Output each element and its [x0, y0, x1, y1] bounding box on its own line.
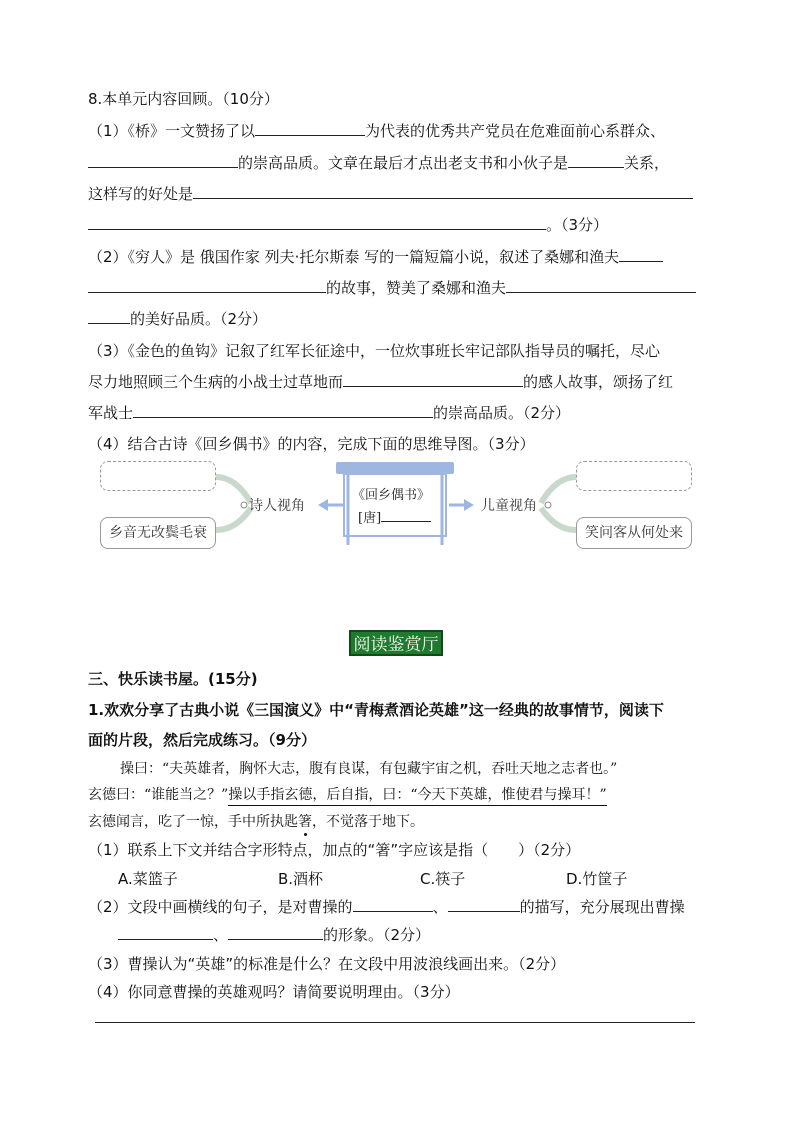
poem-dynasty — [358, 507, 431, 526]
q8-p2-text-c: 的美好品质。（2分） — [130, 310, 268, 328]
sub-question-2-line1 — [88, 896, 685, 917]
answer-blank[interactable] — [88, 277, 326, 293]
answer-blank[interactable] — [118, 924, 213, 940]
q8-p1-text-e: 这样写的好处是 — [88, 185, 194, 203]
poet-perspective-label: 诗人视角 — [249, 498, 305, 514]
q8-p1-text-d: 关系， — [624, 154, 670, 172]
q1-intro-line2: 面的片段，然后完成练习。（9分） — [88, 731, 316, 749]
answer-blank[interactable] — [88, 152, 238, 168]
answer-blank[interactable] — [133, 402, 433, 418]
q8-p3-text-d: 军战士 — [88, 404, 134, 422]
sub-question-4: （4）你同意曹操的英雄观吗？请简要说明理由。（3分） — [88, 983, 460, 1001]
left-top-answer-box[interactable] — [100, 461, 216, 491]
answer-blank[interactable] — [353, 896, 433, 912]
left-bottom-verse: 乡音无改鬓毛衰 — [109, 525, 207, 541]
answer-blank[interactable] — [228, 924, 323, 940]
q8-p1-text-b: 为代表的优秀共产党员在危难面前心系群众、 — [365, 122, 666, 140]
q8-p1-text-c: 的崇高品质。文章在最后才点出老支书和小伙子是 — [238, 154, 569, 172]
passage-line2 — [88, 784, 607, 804]
q8-p2-line3 — [88, 308, 267, 329]
q8-p2-text-a: （2）《穷人》是 俄国作家 列夫·托尔斯泰 写的一篇短篇小说，叙述了桑娜和渔夫 — [88, 248, 620, 266]
q8-p2-text-b: 的故事，赞美了桑娜和渔夫 — [326, 279, 507, 297]
q8-p3-line1: （3）《金色的鱼钩》记叙了红军长征途中，一位炊事班长牢记部队指导员的嘱托，尽心 — [88, 342, 661, 360]
sub-question-3: （3）曹操认为“英雄”的标准是什么？在文段中用波浪线画出来。（2分） — [88, 955, 566, 973]
author-blank[interactable] — [381, 509, 431, 522]
sq2-text-b: 、 — [432, 898, 448, 916]
answer-blank[interactable] — [568, 152, 624, 168]
q8-p1-line2 — [88, 152, 669, 173]
passage-line3 — [88, 811, 424, 831]
answer-blank[interactable] — [88, 214, 546, 230]
sub-question-2-line2 — [88, 924, 430, 945]
answer-blank[interactable] — [448, 896, 520, 912]
q8-title: 8.本单元内容回顾。（10分） — [88, 90, 279, 108]
child-perspective-label: 儿童视角 — [481, 498, 537, 514]
option-d[interactable]: D.竹筐子 — [566, 870, 628, 888]
reading-section-banner: 阅读鉴赏厅 — [349, 630, 443, 656]
answer-blank[interactable] — [255, 120, 365, 136]
answer-blank[interactable] — [343, 371, 523, 387]
right-bottom-verse: 笑问客从何处来 — [585, 525, 683, 541]
q1-intro-line1: 1.欢欢分享了古典小说《三国演义》中“青梅煮酒论英雄”这一经典的故事情节，阅读下 — [88, 701, 664, 719]
q8-p3-text-c: 的感人故事，颂扬了红 — [523, 373, 674, 391]
underlined-sentence: 操以手指玄德，后自指，曰：“今天下英雄，惟使君与操耳！” — [228, 787, 606, 806]
q8-p1-line1 — [88, 120, 665, 141]
mind-map — [96, 455, 696, 555]
poem-dynasty-text: [唐] — [358, 511, 382, 526]
q8-p3-line3 — [88, 402, 570, 423]
answer-blank[interactable] — [193, 183, 693, 199]
q8-p1-text-f: 。（3分） — [546, 216, 609, 234]
sq2-text-a: （2）文段中画横线的句子，是对曹操的 — [88, 898, 353, 916]
answer-line[interactable] — [95, 1022, 695, 1023]
q8-p3-text-e: 的崇高品质。（2分） — [433, 404, 571, 422]
passage-text: 玄德闻言，吃了一惊，手中所执匙 — [88, 814, 298, 830]
q8-p3-text-b: 尽力地照顾三个生病的小战士过草地而 — [88, 373, 344, 391]
dotted-character: 箸 — [298, 814, 312, 830]
passage-line1: 操曰：“夫英雄者，胸怀大志，腹有良谋，有包藏宇宙之机，吞吐天地之志者也。” — [120, 761, 618, 777]
passage-dialogue: 玄德曰：“谁能当之？” — [88, 787, 229, 803]
q8-p4: （4）结合古诗《回乡偶书》的内容，完成下面的思维导图。（3分） — [88, 435, 535, 453]
right-bottom-box — [576, 517, 692, 549]
option-c[interactable]: C.筷子 — [420, 870, 466, 888]
q8-p3-line2 — [88, 371, 673, 392]
indent — [88, 925, 118, 940]
sq2-text-c: 的描写，充分展现出曹操 — [519, 898, 685, 916]
sub-question-1: （1）联系上下文并结合字形特点，加点的“箸”字应该是指（ ）（2分） — [88, 841, 581, 859]
q8-p1-line3 — [88, 183, 693, 204]
q8-p1-text-a: （1）《桥》一文赞扬了以 — [88, 122, 256, 140]
answer-blank[interactable] — [506, 277, 696, 293]
q8-p2-line2 — [88, 277, 696, 298]
option-b[interactable]: B.酒杯 — [278, 870, 324, 888]
passage-text-end: ，不觉落于地下。 — [312, 814, 424, 830]
section3-title: 三、快乐读书屋。(15分) — [88, 670, 258, 688]
poem-title: 《回乡偶书》 — [352, 488, 431, 503]
option-a[interactable]: A.菜篮子 — [118, 870, 178, 888]
answer-blank[interactable] — [619, 246, 663, 262]
left-bottom-box — [100, 517, 216, 549]
sq2-text-d: 、 — [213, 926, 229, 944]
q8-p2-line1 — [88, 246, 663, 267]
answer-blank[interactable] — [88, 308, 130, 324]
sq2-text-e: 的形象。（2分） — [323, 926, 431, 944]
q8-p1-line4 — [88, 214, 608, 235]
right-top-answer-box[interactable] — [576, 461, 692, 491]
